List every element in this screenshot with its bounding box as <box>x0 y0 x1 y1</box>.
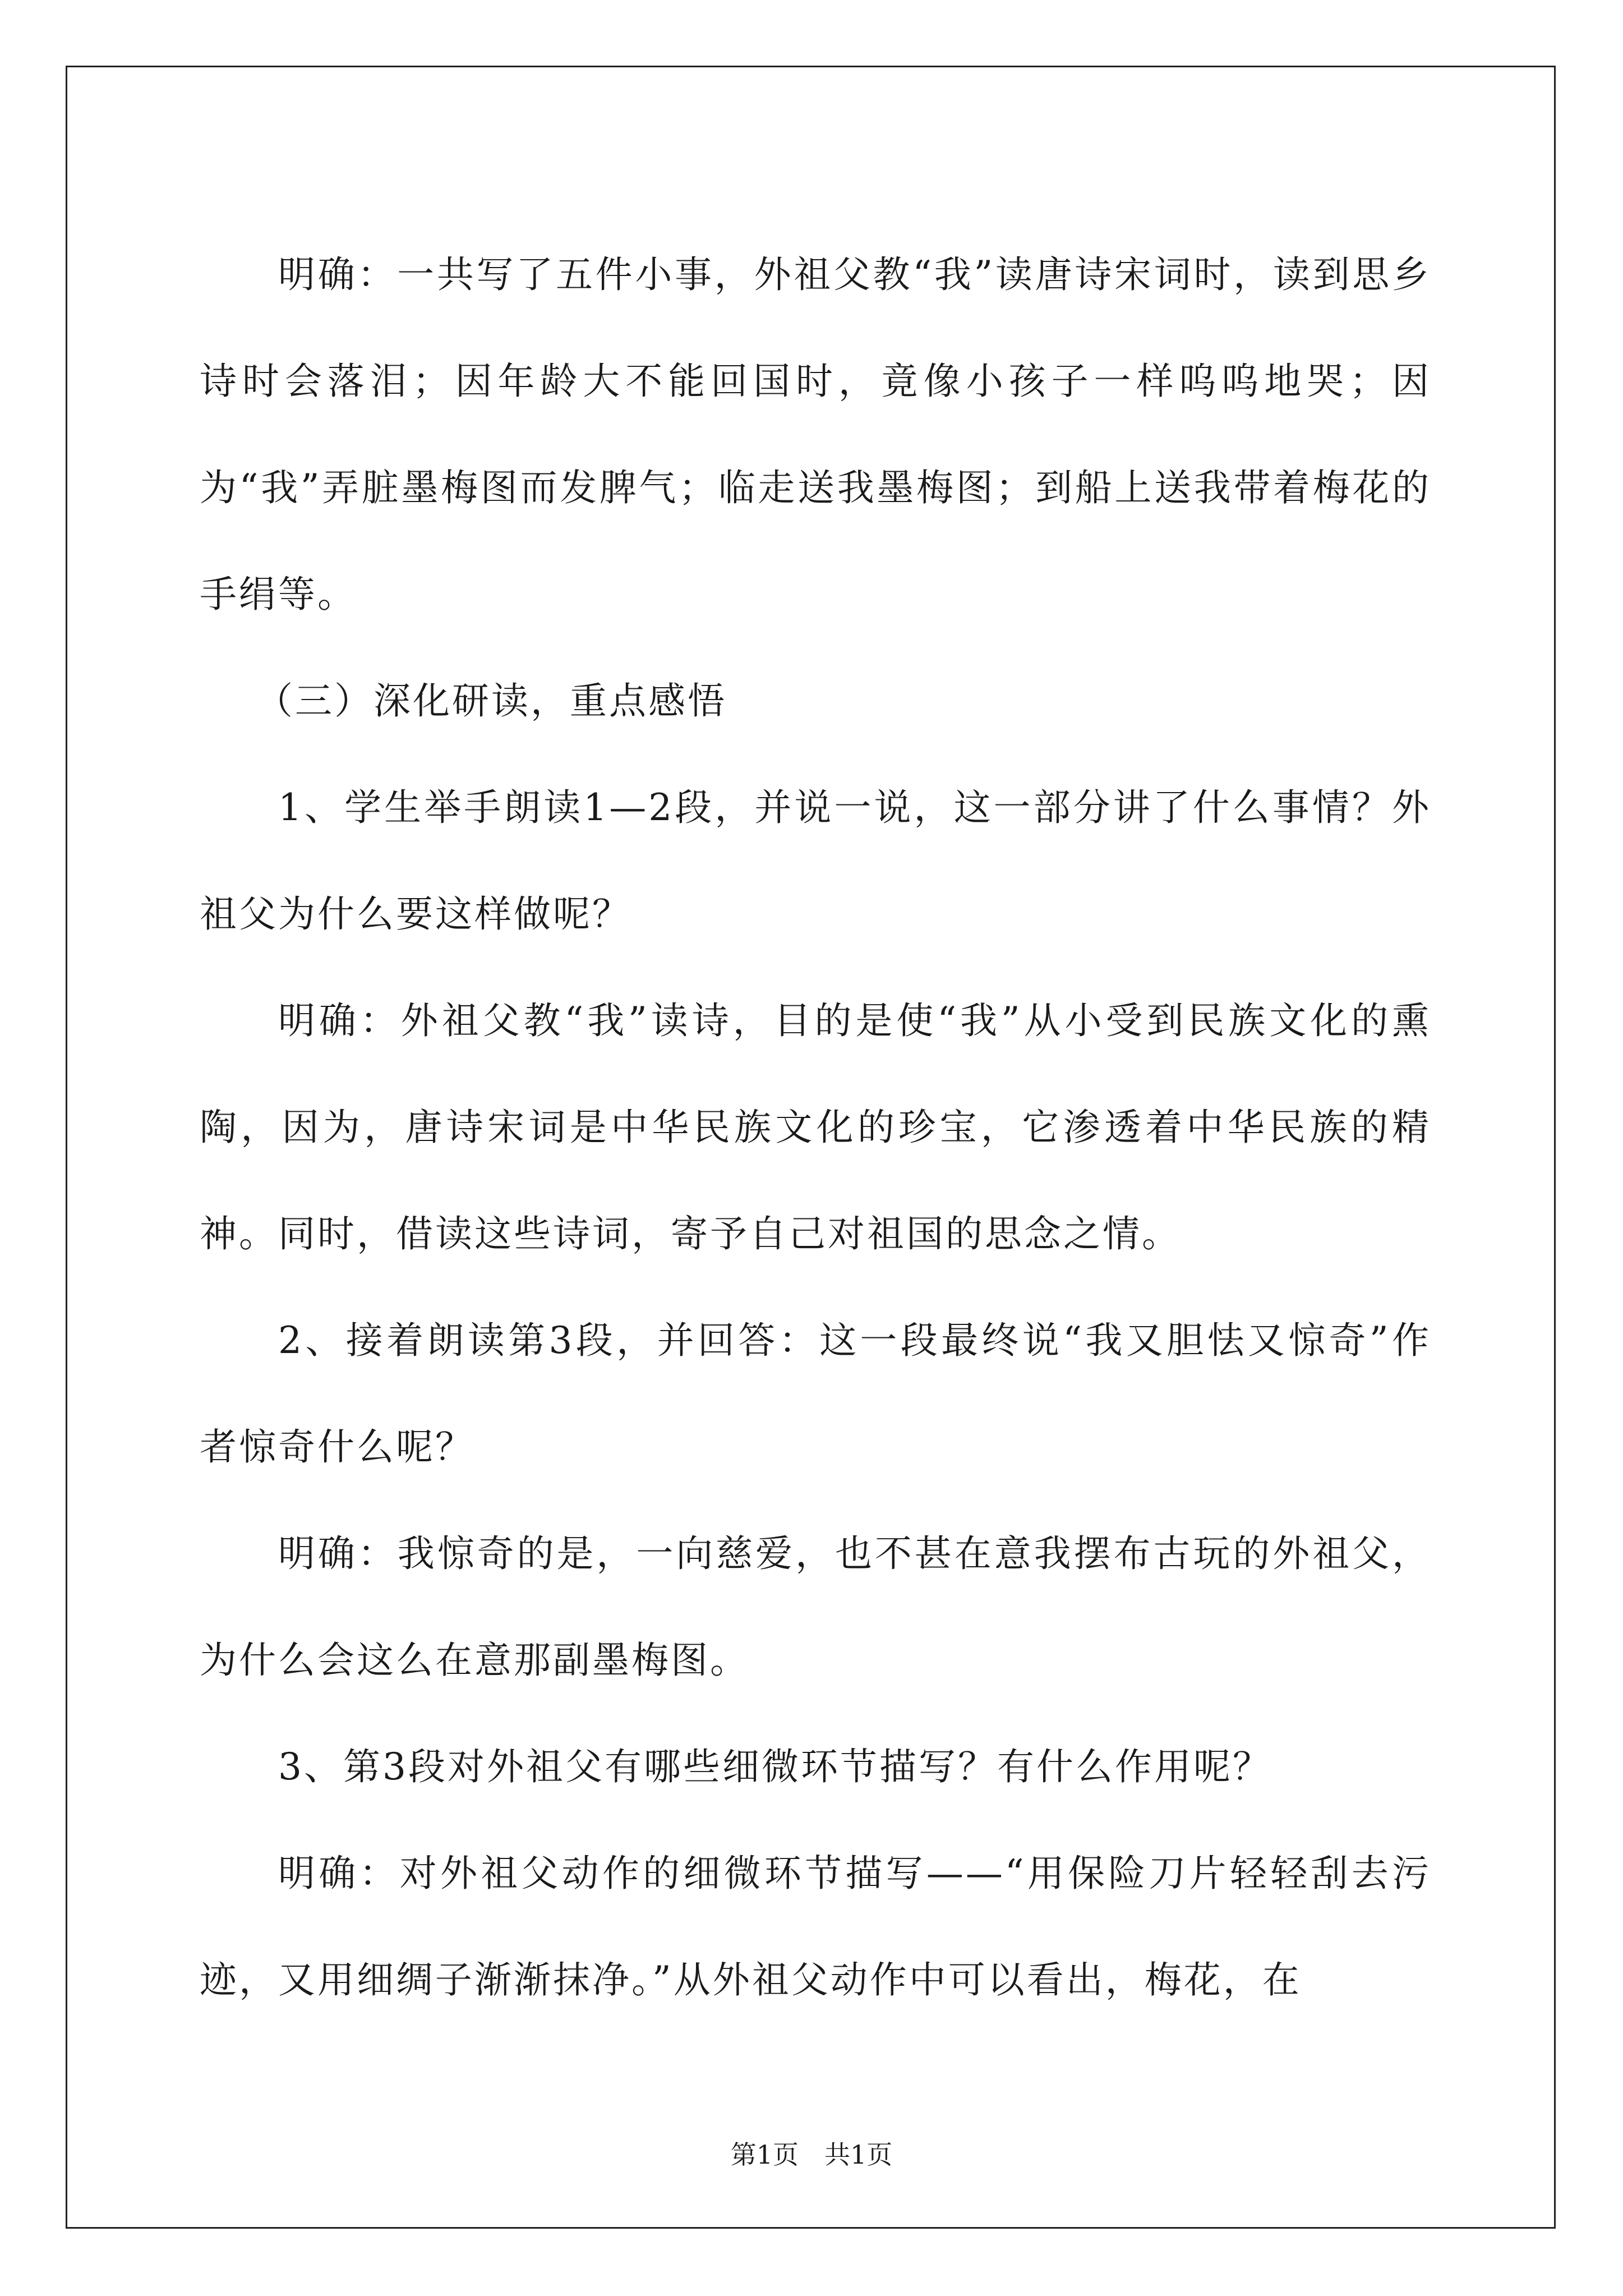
paragraph-question-1: 1、学生举手朗读1—2段，并说一说，这一部分讲了什么事情？外祖父为什么要这样做呢？ <box>200 786 1431 936</box>
paragraph-clarification-4: 明确：对外祖父动作的细微环节描写——“用保险刀片轻轻刮去污迹，又用细绸子渐渐抹净。”从外祖父动作中可以看出，梅花，在 <box>200 1852 1431 2001</box>
paragraph-clarification-1: 明确：一共写了五件小事，外祖父教“我”读唐诗宋词时，读到思乡诗时会落泪；因年龄大不能回国时，竟像小孩子一样呜呜地哭；因为“我”弄脏墨梅图而发脾气；临走送我墨梅图；到船上送我带着梅花的手绢等。 <box>200 253 1431 616</box>
page-footer: 第1页 共1页 <box>730 2139 893 2170</box>
paragraph-clarification-3: 明确：我惊奇的是，一向慈爱，也不甚在意我摆布古玩的外祖父，为什么会这么在意那副墨梅图。 <box>200 1532 1431 1682</box>
paragraph-clarification-2: 明确：外祖父教“我”读诗，目的是使“我”从小受到民族文化的熏陶，因为，唐诗宋词是中华民族文化的珍宝，它渗透着中华民族的精神。同时，借读这些诗词，寄予自己对祖国的思念之情。 <box>200 999 1431 1255</box>
section-heading: （三）深化研读，重点感悟 <box>256 679 727 723</box>
paragraph-question-2: 2、接着朗读第3段，并回答：这一段最终说“我又胆怯又惊奇”作者惊奇什么呢？ <box>200 1319 1431 1469</box>
paragraph-question-3: 3、第3段对外祖父有哪些细微环节描写？有什么作用呢？ <box>278 1745 1272 1788</box>
document-body <box>200 222 1431 2033</box>
